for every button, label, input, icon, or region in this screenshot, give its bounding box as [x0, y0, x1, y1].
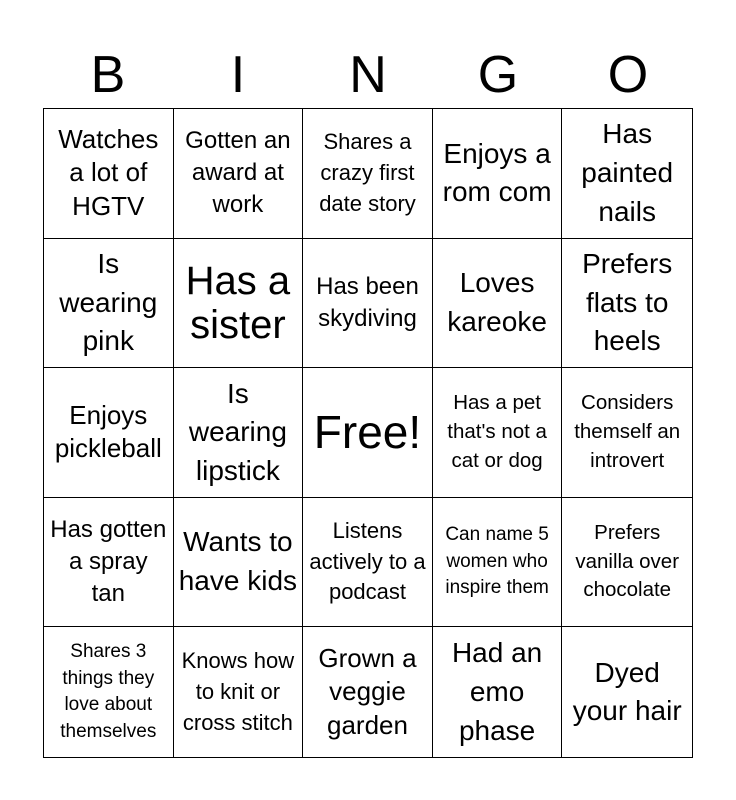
bingo-cell[interactable]: [433, 239, 563, 369]
bingo-cell[interactable]: [44, 239, 174, 369]
cell-text: Has gotten a spray tan: [50, 515, 167, 608]
bingo-cell[interactable]: [44, 627, 174, 757]
cell-text: Considers themself an introvert: [574, 391, 681, 472]
bingo-cell[interactable]: [433, 109, 563, 239]
bingo-cell[interactable]: [174, 368, 304, 498]
cell-text: Loves kareoke: [447, 267, 547, 337]
bingo-header: [43, 40, 693, 108]
cell-text: Wants to have kids: [178, 526, 298, 597]
bingo-cell[interactable]: [433, 498, 563, 628]
bingo-cell[interactable]: [44, 368, 174, 498]
free-space-cell[interactable]: [303, 368, 433, 498]
cell-text: Is wearing lipstick: [188, 377, 287, 486]
bingo-board: [43, 108, 693, 758]
cell-text: Prefers vanilla over chocolate: [575, 521, 680, 602]
cell-text: Enjoys a rom com: [442, 137, 552, 208]
bingo-cell[interactable]: [562, 368, 692, 498]
bingo-cell[interactable]: [562, 109, 692, 239]
bingo-cell[interactable]: [562, 627, 692, 757]
bingo-cell[interactable]: [562, 239, 692, 369]
bingo-cell[interactable]: [174, 627, 304, 757]
cell-text: Watches a lot of HGTV: [58, 123, 159, 222]
bingo-cell[interactable]: [303, 109, 433, 239]
cell-text: Is wearing pink: [59, 247, 158, 357]
cell-text: Has a sister: [185, 258, 291, 347]
bingo-cell[interactable]: [303, 498, 433, 628]
cell-text: Grown a veggie garden: [318, 642, 417, 741]
cell-text: Can name 5 women who inspire them: [445, 524, 549, 599]
cell-text: Has been skydiving: [316, 272, 419, 332]
header-letter-i: I: [230, 46, 246, 104]
bingo-cell[interactable]: [44, 498, 174, 628]
cell-text: Has a pet that's not a cat or dog: [447, 391, 547, 472]
cell-text: Listens actively to a podcast: [309, 517, 426, 605]
bingo-cell[interactable]: [44, 109, 174, 239]
cell-text: Gotten an award at work: [185, 126, 291, 219]
bingo-cell[interactable]: [174, 498, 304, 628]
cell-text: Enjoys pickleball: [54, 399, 162, 464]
cell-text: Shares 3 things they love about themselves: [60, 641, 157, 742]
bingo-cell[interactable]: [303, 239, 433, 369]
cell-text: Knows how to knit or cross stitch: [181, 648, 295, 735]
bingo-cell[interactable]: [433, 368, 563, 498]
bingo-cell[interactable]: [174, 109, 304, 239]
cell-text: Dyed your hair: [572, 656, 682, 727]
cell-text: Shares a crazy first date story: [319, 129, 416, 216]
cell-text: Free!: [313, 406, 422, 459]
header-letter-b: B: [90, 46, 126, 104]
header-letter-g: G: [477, 46, 519, 104]
bingo-cell[interactable]: [562, 498, 692, 628]
header-letter-o: O: [607, 46, 649, 104]
bingo-cell[interactable]: [303, 627, 433, 757]
bingo-cell[interactable]: [433, 627, 563, 757]
cell-text: Had an emo phase: [451, 637, 543, 746]
cell-text: Prefers flats to heels: [582, 247, 673, 357]
cell-text: Has painted nails: [581, 118, 674, 227]
header-letter-n: N: [349, 46, 387, 104]
bingo-cell[interactable]: [174, 239, 304, 369]
